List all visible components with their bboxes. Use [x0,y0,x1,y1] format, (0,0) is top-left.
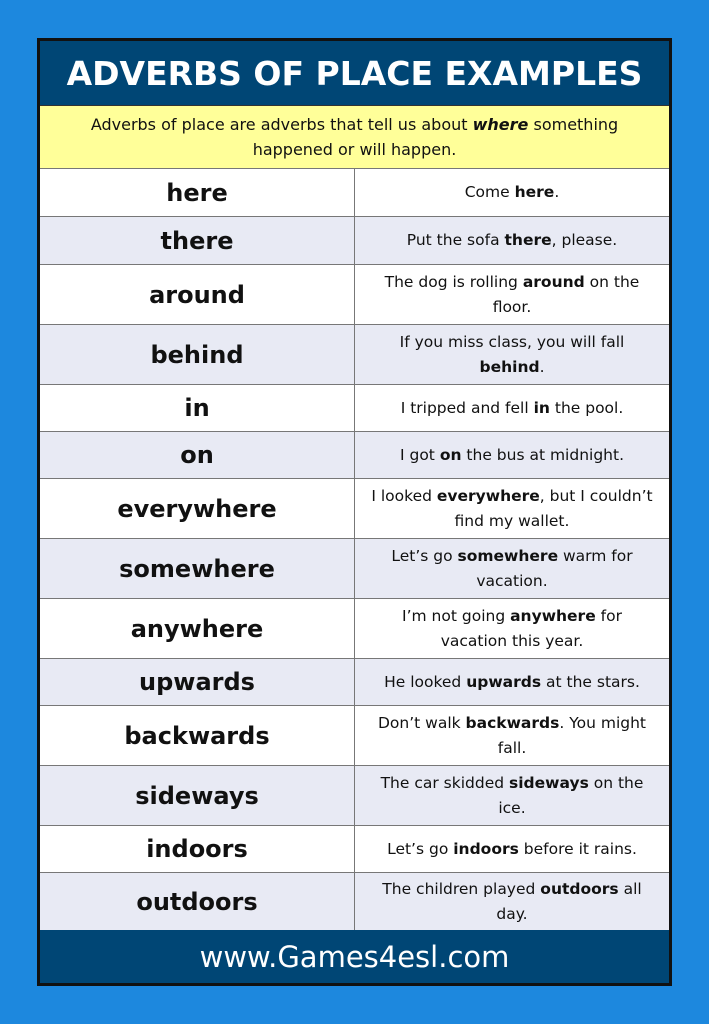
example-sentence [355,479,669,538]
example-adverb: upwards [466,672,542,691]
table-row [40,325,669,385]
example-text-end: for vacation this year. [440,606,622,650]
example-text-end: the pool. [549,398,624,417]
adverbs-card [37,38,672,986]
example-text: I looked [371,486,437,505]
table-row [40,169,669,217]
example-sentence [355,659,669,705]
example-sentence [355,599,669,658]
example-adverb: everywhere [436,486,540,505]
table-row [40,873,669,931]
example-sentence [355,539,669,598]
example-sentence [355,385,669,431]
table-row [40,599,669,659]
page-title: ADVERBS OF PLACE EXAMPLES [40,41,669,106]
example-text-end: . [554,183,560,201]
adverb-word: sideways [40,766,355,825]
adverb-word: around [40,265,355,324]
example-text: I got [399,445,440,464]
example-text-end: . [539,357,545,376]
example-text-end: , please. [551,231,618,249]
example-sentence [355,706,669,765]
adverb-word: indoors [40,826,355,872]
table-row [40,706,669,766]
adverb-word: there [40,217,355,264]
table-row [40,385,669,432]
example-text: Let’s go [387,839,454,858]
table-row [40,766,669,826]
example-text: Come [464,183,515,201]
table-row [40,217,669,265]
example-adverb: outdoors [540,879,619,898]
example-sentence [355,826,669,872]
example-adverb: on [439,445,462,464]
example-text-end: warm for vacation. [476,546,633,590]
example-text-end: at the stars. [541,672,640,691]
adverb-word: in [40,385,355,431]
example-adverb: here [514,183,555,201]
adverb-word: upwards [40,659,355,705]
example-text: He looked [384,672,467,691]
example-adverb: in [533,398,550,417]
footer-website: www.Games4esl.com [40,930,669,983]
table-row [40,479,669,539]
example-sentence [355,325,669,384]
example-text: The car skidded [380,773,510,792]
adverb-word: anywhere [40,599,355,658]
example-adverb: indoors [453,839,519,858]
example-sentence [355,169,669,216]
intro-emphasis: where [472,115,529,134]
example-adverb: somewhere [457,546,559,565]
example-text: The dog is rolling [384,272,523,291]
example-text-end: the bus at midnight. [461,445,625,464]
example-adverb: sideways [509,773,589,792]
example-text: If you miss class, you will fall [399,332,625,351]
example-text: The children played [382,879,541,898]
example-adverb: behind [479,357,540,376]
example-adverb: around [522,272,585,291]
table-row [40,432,669,479]
examples-table [40,169,669,931]
example-text-end: , but I couldn’t find my wallet. [454,486,653,530]
example-text: I tripped and fell [400,398,534,417]
example-text-end: on the ice. [498,773,644,817]
example-adverb: anywhere [510,606,596,625]
example-text: Let’s go [391,546,458,565]
example-text-end: on the floor. [492,272,640,316]
table-row [40,659,669,706]
table-row [40,826,669,873]
adverb-word: everywhere [40,479,355,538]
example-text: Put the sofa [406,231,505,249]
example-sentence [355,766,669,825]
example-sentence [355,873,669,930]
adverb-word: behind [40,325,355,384]
example-sentence [355,432,669,478]
example-text-end: before it rains. [518,839,637,858]
adverb-word: on [40,432,355,478]
example-text: Don’t walk [377,713,466,732]
example-sentence [355,265,669,324]
intro-text-end: something happened or will happen. [252,115,619,159]
example-text-end: all day. [496,879,642,923]
example-sentence [355,217,669,264]
example-adverb: backwards [465,713,560,732]
example-adverb: there [504,231,552,249]
intro-definition [40,106,669,169]
intro-text: Adverbs of place are adverbs that tell us about [90,115,473,134]
adverb-word: here [40,169,355,216]
adverb-word: backwards [40,706,355,765]
adverb-word: outdoors [40,873,355,930]
table-row [40,539,669,599]
table-row [40,265,669,325]
example-text: I’m not going [402,606,511,625]
adverb-word: somewhere [40,539,355,598]
example-text-end: . You might fall. [497,713,646,757]
